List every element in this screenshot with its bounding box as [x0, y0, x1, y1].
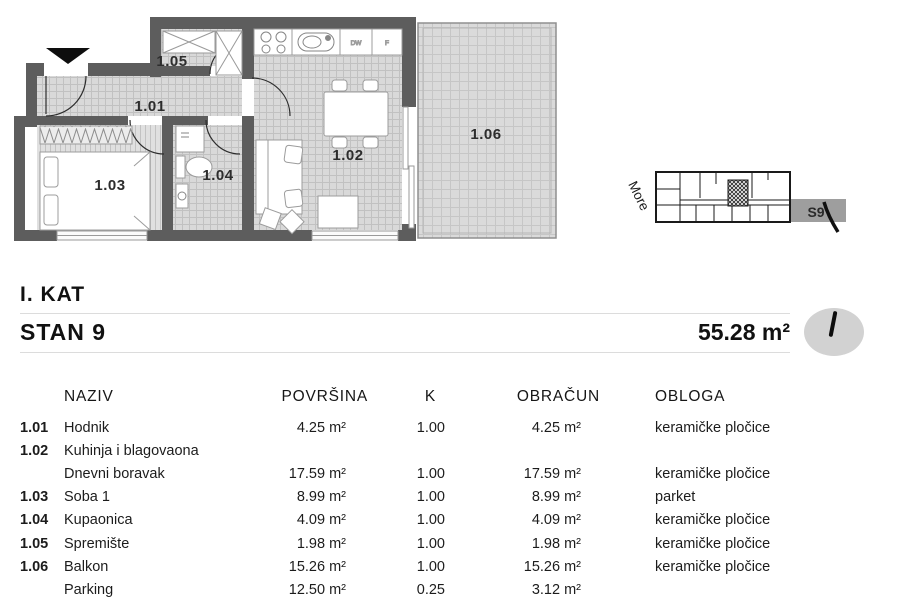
- header-naziv: NAZIV: [64, 388, 114, 405]
- cell-name: Parking: [64, 581, 114, 598]
- cell-code: 1.01: [20, 419, 49, 436]
- balcony-slider-leaf: [403, 107, 408, 169]
- divider-line: [20, 313, 790, 314]
- wardrobe: [40, 126, 132, 144]
- cell-area: 4.09 m²: [296, 512, 346, 529]
- cell-calc: 3.12 m²: [531, 581, 581, 598]
- site-stairs-block: [728, 180, 748, 206]
- dishwasher-label: DW: [350, 40, 362, 47]
- header-obloga: OBLOGA: [655, 388, 726, 405]
- sink-icon: [298, 33, 334, 51]
- table-row: [20, 532, 880, 555]
- room-label-105: 1.05: [156, 53, 188, 70]
- cell-finish: keramičke pločice: [655, 535, 771, 552]
- table-row: [20, 509, 880, 532]
- cell-area: 17.59 m²: [288, 465, 346, 482]
- kitchen-counter: [254, 29, 402, 55]
- cell-calc: 8.99 m²: [531, 489, 581, 506]
- cell-area: 15.26 m²: [288, 558, 346, 575]
- toilet-tank: [176, 156, 185, 178]
- room-label-102: 1.02: [332, 147, 364, 164]
- floor-plan-drawing: [0, 0, 900, 280]
- cell-calc: 4.09 m²: [531, 512, 581, 529]
- cell-k: 1.00: [416, 558, 445, 575]
- cell-calc: 4.25 m²: [531, 419, 581, 436]
- room-label-101: 1.01: [134, 98, 166, 115]
- table-row: [20, 555, 880, 578]
- table-row: [20, 462, 880, 485]
- cell-code: 1.05: [20, 535, 49, 552]
- area-table: [20, 386, 880, 600]
- room-label-103: 1.03: [94, 177, 126, 194]
- balcony-slider-leaf: [409, 166, 414, 228]
- cell-k: 1.00: [416, 535, 445, 552]
- unit-row: [20, 319, 790, 346]
- cell-finish: keramičke pločice: [655, 512, 771, 529]
- cell-name: Kupaonica: [64, 512, 133, 529]
- cell-name: Dnevni boravak: [64, 465, 165, 482]
- washing-machine: [176, 126, 204, 152]
- table-header-row: [20, 386, 880, 408]
- cell-area: 1.98 m²: [296, 535, 346, 552]
- cell-k: 1.00: [416, 419, 445, 436]
- cell-area: 12.50 m²: [288, 581, 346, 598]
- fridge-label: F: [385, 40, 389, 47]
- site-map: [625, 172, 846, 232]
- header-obracun: OBRAČUN: [516, 388, 600, 405]
- cell-calc: 17.59 m²: [523, 465, 581, 482]
- sea-label: More: [625, 178, 653, 213]
- total-area: 55.28 m²: [697, 319, 790, 345]
- cell-name: Spremište: [64, 535, 130, 552]
- header-k: K: [424, 388, 436, 405]
- cell-finish: keramičke pločice: [655, 558, 771, 575]
- cell-name: Soba 1: [64, 489, 110, 506]
- cell-finish: keramičke pločice: [655, 465, 771, 482]
- table-row: [20, 578, 880, 600]
- cell-calc: 1.98 m²: [531, 535, 581, 552]
- cell-code: 1.06: [20, 558, 49, 575]
- entry-arrow-icon: [46, 48, 90, 64]
- cell-k: 1.00: [416, 465, 445, 482]
- cell-name: Hodnik: [64, 419, 110, 436]
- unit-title: STAN 9: [20, 319, 107, 345]
- room-label-106: 1.06: [470, 126, 502, 143]
- divider-line: [20, 352, 790, 353]
- cell-k: 1.00: [416, 512, 445, 529]
- cell-name: Kuhinja i blagovaona: [64, 442, 199, 459]
- floor-title: I. KAT: [20, 283, 86, 306]
- table-row: [20, 439, 880, 462]
- cell-area: 8.99 m²: [296, 489, 346, 506]
- cell-finish: parket: [655, 489, 696, 506]
- cell-code: 1.04: [20, 512, 49, 529]
- room-label-104: 1.04: [202, 167, 234, 184]
- table-row: [20, 416, 880, 439]
- cell-code: 1.02: [20, 442, 49, 459]
- cell-finish: keramičke pločice: [655, 419, 771, 436]
- cell-calc: 15.26 m²: [523, 558, 581, 575]
- cell-k: 1.00: [416, 489, 445, 506]
- header-povrsina: POVRŠINA: [281, 388, 368, 405]
- site-unit-label: S9: [807, 204, 825, 220]
- cell-area: 4.25 m²: [296, 419, 346, 436]
- north-marker: [804, 308, 864, 356]
- cell-name: Balkon: [64, 558, 109, 575]
- cell-k: 0.25: [416, 581, 445, 598]
- north-marker-hand: [829, 311, 838, 337]
- coffee-table: [318, 196, 358, 228]
- table-row: [20, 486, 880, 509]
- cell-code: 1.03: [20, 489, 49, 506]
